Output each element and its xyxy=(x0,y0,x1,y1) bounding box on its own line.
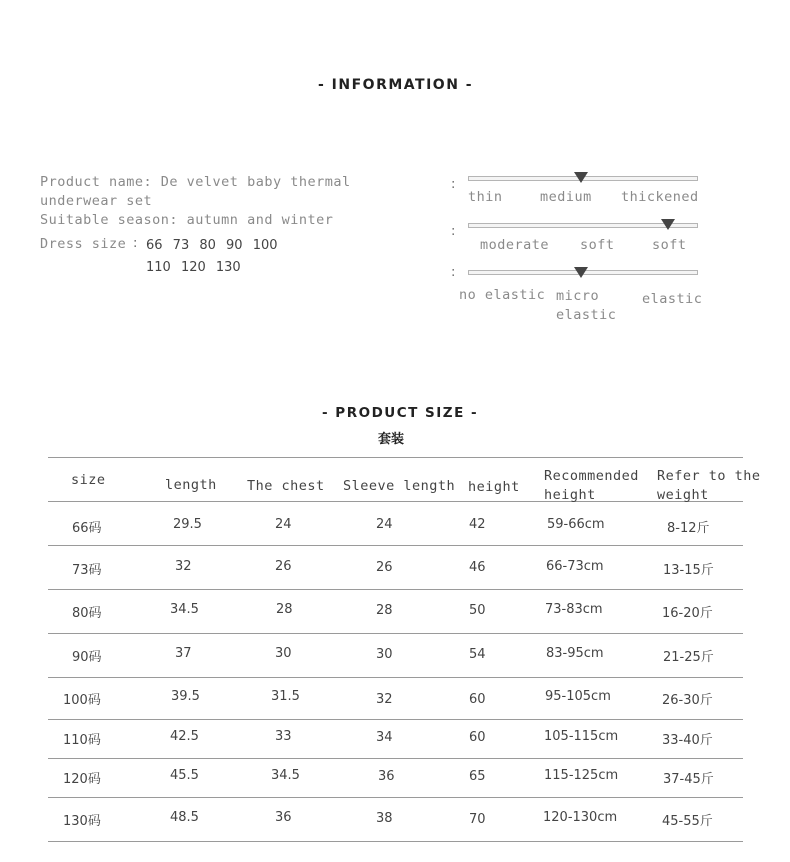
table-rule xyxy=(48,719,743,720)
header-refer-to-the: Refer to the xyxy=(657,468,761,484)
table-cell: 90码 xyxy=(72,650,102,665)
table-cell: 66码 xyxy=(72,521,102,536)
product-name-line2: underwear set xyxy=(40,193,153,209)
table-rule xyxy=(48,501,743,502)
table-cell: 38 xyxy=(376,811,393,826)
information-heading: - INFORMATION - xyxy=(318,77,474,93)
product-name-line1: Product name: De velvet baby thermal xyxy=(40,174,351,190)
table-cell: 16-20斤 xyxy=(662,606,713,621)
table-cell: 50 xyxy=(469,603,486,618)
table-cell: 120码 xyxy=(63,772,101,787)
table-cell: 115-125cm xyxy=(544,768,619,783)
table-cell: 37 xyxy=(175,646,192,661)
dress-size-label: Dress size xyxy=(40,236,127,252)
table-cell: 8-12斤 xyxy=(667,521,710,536)
table-cell: 28 xyxy=(276,602,293,617)
scale-label-thin: thin xyxy=(468,189,503,205)
table-cell: 24 xyxy=(275,517,292,532)
table-cell: 32 xyxy=(175,559,192,574)
dress-sizes-line2: 110 120 130 xyxy=(146,260,241,275)
scale-label-soft-1: soft xyxy=(580,237,615,253)
scale-label-elastic: elastic xyxy=(642,291,703,307)
table-cell: 80码 xyxy=(72,606,102,621)
table-cell: 54 xyxy=(469,647,486,662)
table-cell: 33-40斤 xyxy=(662,733,713,748)
table-cell: 100码 xyxy=(63,693,101,708)
header-chest: The chest xyxy=(247,478,325,494)
suitable-season: Suitable season: autumn and winter xyxy=(40,212,334,228)
table-cell: 105-115cm xyxy=(544,729,619,744)
elasticity-marker xyxy=(574,267,588,278)
table-cell: 83-95cm xyxy=(546,646,604,661)
table-cell: 65 xyxy=(469,769,486,784)
scale-label-moderate: moderate xyxy=(480,237,550,253)
softness-marker xyxy=(661,219,675,230)
header-length: length xyxy=(165,477,217,493)
table-cell: 130码 xyxy=(63,814,101,829)
product-size-heading: - PRODUCT SIZE - xyxy=(322,405,479,421)
table-cell: 48.5 xyxy=(170,810,199,825)
table-cell: 120-130cm xyxy=(543,810,618,825)
table-cell: 39.5 xyxy=(171,689,200,704)
table-rule xyxy=(48,677,743,678)
table-rule xyxy=(48,758,743,759)
table-cell: 36 xyxy=(275,810,292,825)
table-cell: 34 xyxy=(376,730,393,745)
scale-label-micro-elastic: elastic xyxy=(556,307,617,323)
table-cell: 60 xyxy=(469,730,486,745)
header-height: height xyxy=(468,479,520,495)
table-cell: 26 xyxy=(376,560,393,575)
scale-label-medium: medium xyxy=(540,189,592,205)
table-cell: 30 xyxy=(275,646,292,661)
header-recommended: Recommended xyxy=(544,468,639,484)
softness-colon: : xyxy=(451,224,456,239)
table-cell: 37-45斤 xyxy=(663,772,714,787)
table-cell: 33 xyxy=(275,729,292,744)
scale-label-thickened: thickened xyxy=(621,189,699,205)
table-rule xyxy=(48,457,743,458)
header-recommended-height: height xyxy=(544,487,596,503)
table-cell: 24 xyxy=(376,517,393,532)
table-cell: 73码 xyxy=(72,563,102,578)
table-cell: 60 xyxy=(469,692,486,707)
header-weight: weight xyxy=(657,487,709,503)
table-cell: 45-55斤 xyxy=(662,814,713,829)
table-cell: 73-83cm xyxy=(545,602,603,617)
table-cell: 59-66cm xyxy=(547,517,605,532)
table-rule xyxy=(48,841,743,842)
table-cell: 66-73cm xyxy=(546,559,604,574)
table-rule xyxy=(48,633,743,634)
header-size: size xyxy=(71,472,106,488)
table-cell: 42 xyxy=(469,517,486,532)
table-cell: 29.5 xyxy=(173,517,202,532)
table-cell: 70 xyxy=(469,812,486,827)
product-size-subtitle: 套装 xyxy=(378,432,405,447)
table-cell: 95-105cm xyxy=(545,689,611,704)
table-cell: 110码 xyxy=(63,733,101,748)
table-cell: 13-15斤 xyxy=(663,563,714,578)
scale-label-no-elastic: no elastic xyxy=(459,287,546,303)
table-cell: 26 xyxy=(275,559,292,574)
table-cell: 28 xyxy=(376,603,393,618)
thickness-colon: : xyxy=(451,177,456,192)
table-rule xyxy=(48,589,743,590)
table-cell: 34.5 xyxy=(271,768,300,783)
header-sleeve-length: Sleeve length xyxy=(343,478,456,494)
table-cell: 26-30斤 xyxy=(662,693,713,708)
dress-sizes-line1: 66 73 80 90 100 xyxy=(146,238,278,253)
table-cell: 45.5 xyxy=(170,768,199,783)
elasticity-colon: : xyxy=(451,265,456,280)
table-rule xyxy=(48,797,743,798)
table-rule xyxy=(48,545,743,546)
table-cell: 30 xyxy=(376,647,393,662)
table-cell: 31.5 xyxy=(271,689,300,704)
thickness-marker xyxy=(574,172,588,183)
table-cell: 46 xyxy=(469,560,486,575)
dress-size-colon: : xyxy=(133,236,138,251)
scale-label-soft-2: soft xyxy=(652,237,687,253)
table-cell: 34.5 xyxy=(170,602,199,617)
table-cell: 42.5 xyxy=(170,729,199,744)
scale-label-micro: micro xyxy=(556,288,600,304)
table-cell: 21-25斤 xyxy=(663,650,714,665)
table-cell: 36 xyxy=(378,769,395,784)
table-cell: 32 xyxy=(376,692,393,707)
